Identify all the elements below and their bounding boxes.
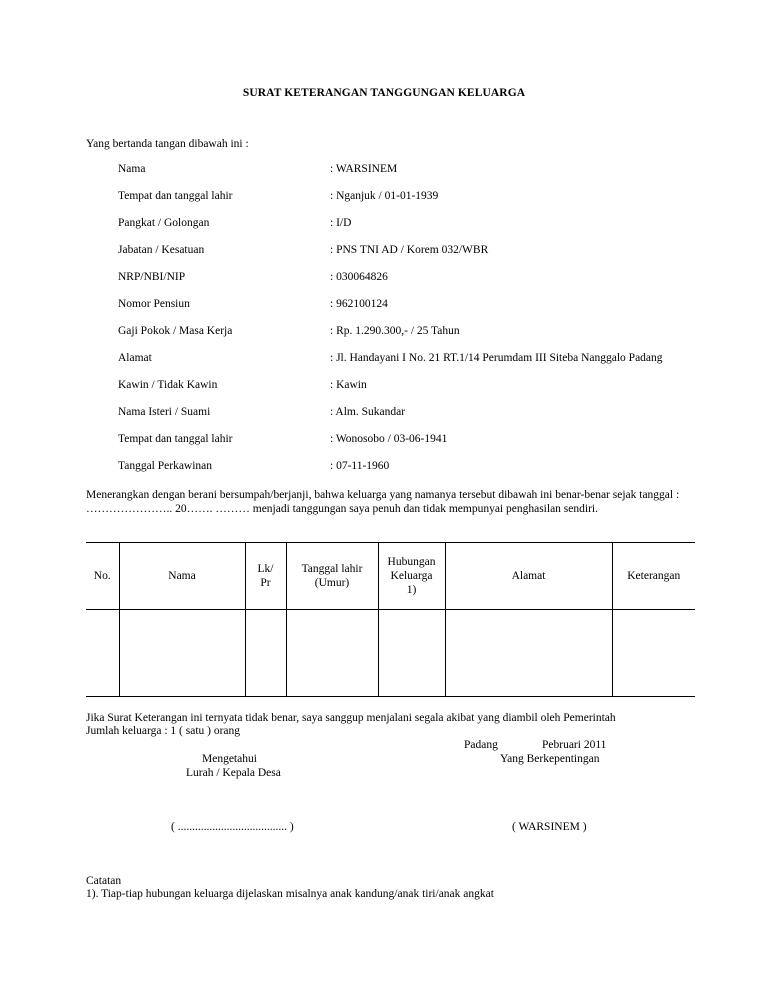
col-header-tanggal-lahir: Tanggal lahir (Umur)	[286, 543, 378, 610]
left-signatory-title-1: Mengetahui	[202, 753, 257, 765]
field-label-jabatan: Jabatan / Kesatuan	[118, 244, 205, 256]
table-cell	[378, 610, 445, 697]
field-value-tanggal-perkawinan: : 07-11-1960	[330, 460, 390, 472]
col-header-keterangan: Keterangan	[612, 543, 695, 610]
field-label-nama-isteri: Nama Isteri / Suami	[118, 406, 211, 418]
col-header-no: No.	[86, 543, 119, 610]
table-cell	[286, 610, 378, 697]
intro-text: Yang bertanda tangan dibawah ini :	[86, 138, 249, 150]
field-value-jabatan: : PNS TNI AD / Korem 032/WBR	[330, 244, 489, 256]
table-cell	[86, 610, 119, 697]
field-value-nrp: : 030064826	[330, 271, 388, 283]
left-signatory-name: ( ...................................... )	[171, 821, 294, 833]
field-value-nama-isteri: : Alm. Sukandar	[330, 406, 406, 418]
statement-line-1: Menerangkan dengan berani bersumpah/berjanji, bahwa keluarga yang namanya tersebut dibawah ini benar-benar sejak tanggal :	[86, 489, 680, 501]
table-cell	[445, 610, 612, 697]
signature-date: Pebruari 2011	[542, 739, 607, 751]
right-signatory-name: ( WARSINEM )	[512, 821, 587, 833]
closing-line-1: Jika Surat Keterangan ini ternyata tidak benar, saya sanggup menjalani segala akibat yang diambil oleh Pemerintah	[86, 712, 616, 724]
field-label-tanggal-perkawinan: Tanggal Perkawinan	[118, 460, 213, 472]
statement-line-2: ………………….. 20……. ……… menjadi tanggungan saya penuh dan tidak mempunyai penghasilan sendiri.	[86, 503, 598, 515]
field-label-nrp: NRP/NBI/NIP	[118, 271, 186, 283]
notes-item-1: 1). Tiap-tiap hubungan keluarga dijelaskan misalnya anak kandung/anak tiri/anak angkat	[86, 888, 494, 900]
table-row	[86, 610, 695, 697]
field-label-alamat: Alamat	[118, 352, 152, 364]
field-label-kawin: Kawin / Tidak Kawin	[118, 379, 218, 391]
field-value-alamat: : Jl. Handayani I No. 21 RT.1/14 Perumdam III Siteba Nanggalo Padang	[330, 352, 663, 364]
family-table	[86, 542, 695, 697]
notes-heading: Catatan	[86, 875, 122, 887]
col-header-alamat: Alamat	[445, 543, 612, 610]
field-value-kawin: : Kawin	[330, 379, 367, 391]
field-label-nomor-pensiun: Nomor Pensiun	[118, 298, 190, 310]
table-cell	[119, 610, 245, 697]
signature-place: Padang	[464, 739, 498, 751]
table-header-row	[86, 543, 695, 610]
closing-line-2: Jumlah keluarga : 1 ( satu ) orang	[86, 725, 241, 737]
field-value-tempat-tanggal-lahir-pasangan: : Wonosobo / 03-06-1941	[330, 433, 448, 445]
field-label-gaji-pokok: Gaji Pokok / Masa Kerja	[118, 325, 233, 337]
field-value-tempat-tanggal-lahir: : Nganjuk / 01-01-1939	[330, 190, 439, 202]
field-label-nama: Nama	[118, 163, 146, 175]
field-value-nama: : WARSINEM	[330, 163, 398, 175]
table-cell	[612, 610, 695, 697]
col-header-lk-pr: Lk/ Pr	[245, 543, 286, 610]
field-label-pangkat: Pangkat / Golongan	[118, 217, 210, 229]
field-value-gaji-pokok: : Rp. 1.290.300,- / 25 Tahun	[330, 325, 460, 337]
field-value-nomor-pensiun: : 962100124	[330, 298, 388, 310]
table-cell	[245, 610, 286, 697]
document-title: SURAT KETERANGAN TANGGUNGAN KELUARGA	[242, 87, 526, 99]
left-signatory-title-2: Lurah / Kepala Desa	[186, 767, 281, 779]
field-value-pangkat: : I/D	[330, 217, 352, 229]
col-header-nama: Nama	[119, 543, 245, 610]
field-label-tempat-tanggal-lahir: Tempat dan tanggal lahir	[118, 190, 233, 202]
field-label-tempat-tanggal-lahir-pasangan: Tempat dan tanggal lahir	[118, 433, 233, 445]
right-signatory-title: Yang Berkepentingan	[500, 753, 600, 765]
col-header-hubungan-keluarga: Hubungan Keluarga 1)	[378, 543, 445, 610]
